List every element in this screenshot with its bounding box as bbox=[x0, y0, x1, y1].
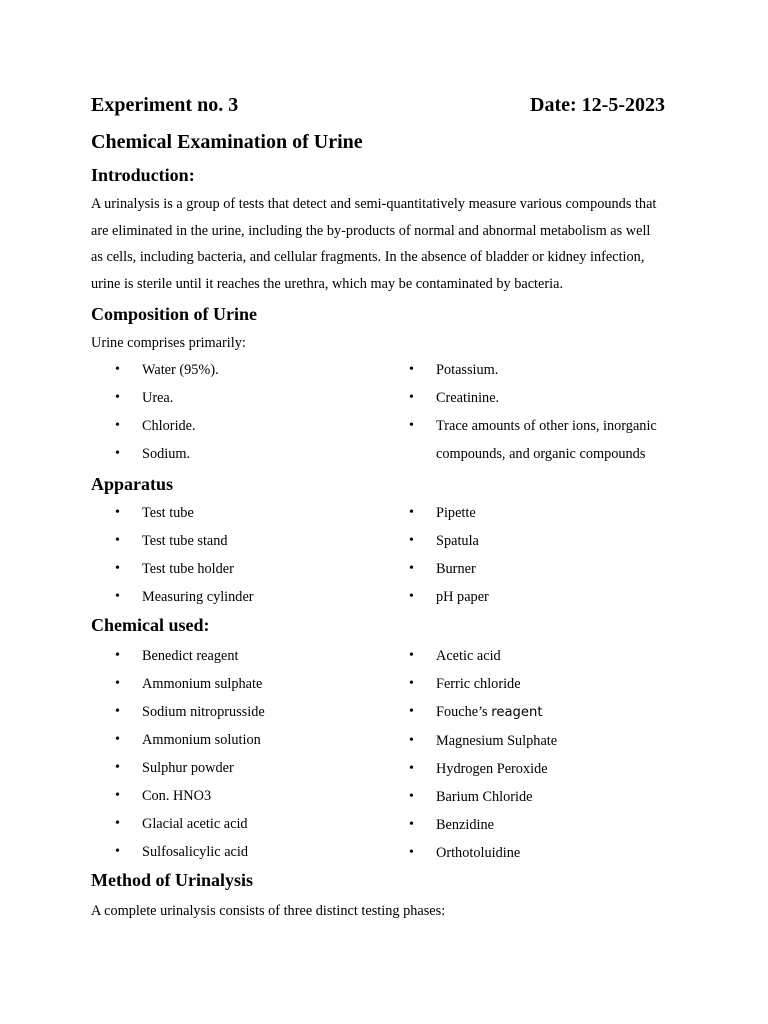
list-item-line: • Trace amounts of other ions, inorganic bbox=[436, 418, 657, 434]
composition-lead: Urine comprises primarily: bbox=[91, 335, 246, 351]
experiment-number: Experiment no. 3 bbox=[91, 94, 239, 116]
list-item: • Chloride. bbox=[115, 412, 219, 440]
list-item: • Test tube stand bbox=[115, 527, 254, 555]
list-item: • pH paper bbox=[409, 583, 489, 611]
composition-list-left bbox=[115, 356, 219, 468]
list-item: • Con. HNO3 bbox=[115, 782, 265, 810]
introduction-line: urine is sterile until it reaches the urethra, which may be contaminated by bacteria. bbox=[91, 276, 564, 293]
composition-heading: Composition of Urine bbox=[91, 304, 257, 324]
header-row bbox=[91, 93, 665, 117]
apparatus-list-left bbox=[115, 499, 254, 611]
list-item: • Orthotoluidine bbox=[409, 839, 557, 867]
introduction-heading: Introduction: bbox=[91, 165, 195, 185]
list-item: • Sulphur powder bbox=[115, 754, 265, 782]
apparatus-heading: Apparatus bbox=[91, 474, 174, 494]
list-item: • Ammonium sulphate bbox=[115, 670, 265, 698]
list-item: • Benzidine bbox=[409, 811, 557, 839]
list-item: • Ferric chloride bbox=[409, 670, 557, 698]
apparatus-list-right bbox=[409, 499, 489, 611]
list-item: • Sodium nitroprusside bbox=[115, 698, 265, 726]
list-item: • Hydrogen Peroxide bbox=[409, 755, 557, 783]
list-item-line: compounds, and organic compounds bbox=[436, 446, 646, 462]
introduction-paragraph bbox=[91, 191, 691, 298]
list-item: • Acetic acid bbox=[409, 642, 557, 670]
list-item-text: Fouche’s bbox=[436, 704, 488, 720]
introduction-line: A urinalysis is a group of tests that detect and semi-quantitatively measure various compounds that bbox=[91, 196, 657, 212]
list-item: • Sodium. bbox=[115, 440, 219, 468]
list-item: • Sulfosalicylic acid bbox=[115, 838, 265, 866]
list-item: • Test tube holder bbox=[115, 555, 254, 583]
list-item: • Glacial acetic acid bbox=[115, 810, 265, 838]
list-item: • Potassium. bbox=[409, 356, 657, 384]
list-item: • Benedict reagent bbox=[115, 642, 265, 670]
list-item: • Creatinine. bbox=[409, 384, 657, 412]
introduction-line: as cells, including bacteria, and cellular fragments. In the absence of bladder or kidney infection, bbox=[91, 249, 645, 266]
list-item bbox=[409, 412, 657, 468]
document-title: Chemical Examination of Urine bbox=[91, 131, 363, 153]
list-item: • Water (95%). bbox=[115, 356, 219, 384]
list-item: • Urea. bbox=[115, 384, 219, 412]
list-item: • Test tube bbox=[115, 499, 254, 527]
list-item-text: reagent bbox=[491, 705, 543, 720]
chemicals-list-left bbox=[115, 642, 265, 866]
chemicals-list-right bbox=[409, 642, 557, 867]
method-heading: Method of Urinalysis bbox=[91, 870, 253, 890]
list-item: • Spatula bbox=[409, 527, 489, 555]
list-item bbox=[409, 698, 557, 727]
introduction-line: are eliminated in the urine, including the by-products of normal and abnormal metabolism as well bbox=[91, 222, 651, 239]
list-item: • Measuring cylinder bbox=[115, 583, 254, 611]
experiment-date: Date: 12-5-2023 bbox=[530, 94, 665, 116]
list-item: • Pipette bbox=[409, 499, 489, 527]
composition-list-right bbox=[409, 356, 657, 468]
chemicals-heading: Chemical used: bbox=[91, 615, 210, 635]
method-lead: A complete urinalysis consists of three distinct testing phases: bbox=[91, 903, 446, 919]
list-item: • Barium Chloride bbox=[409, 783, 557, 811]
list-item: • Magnesium Sulphate bbox=[409, 727, 557, 755]
list-item: • Burner bbox=[409, 555, 489, 583]
list-item: • Ammonium solution bbox=[115, 726, 265, 754]
